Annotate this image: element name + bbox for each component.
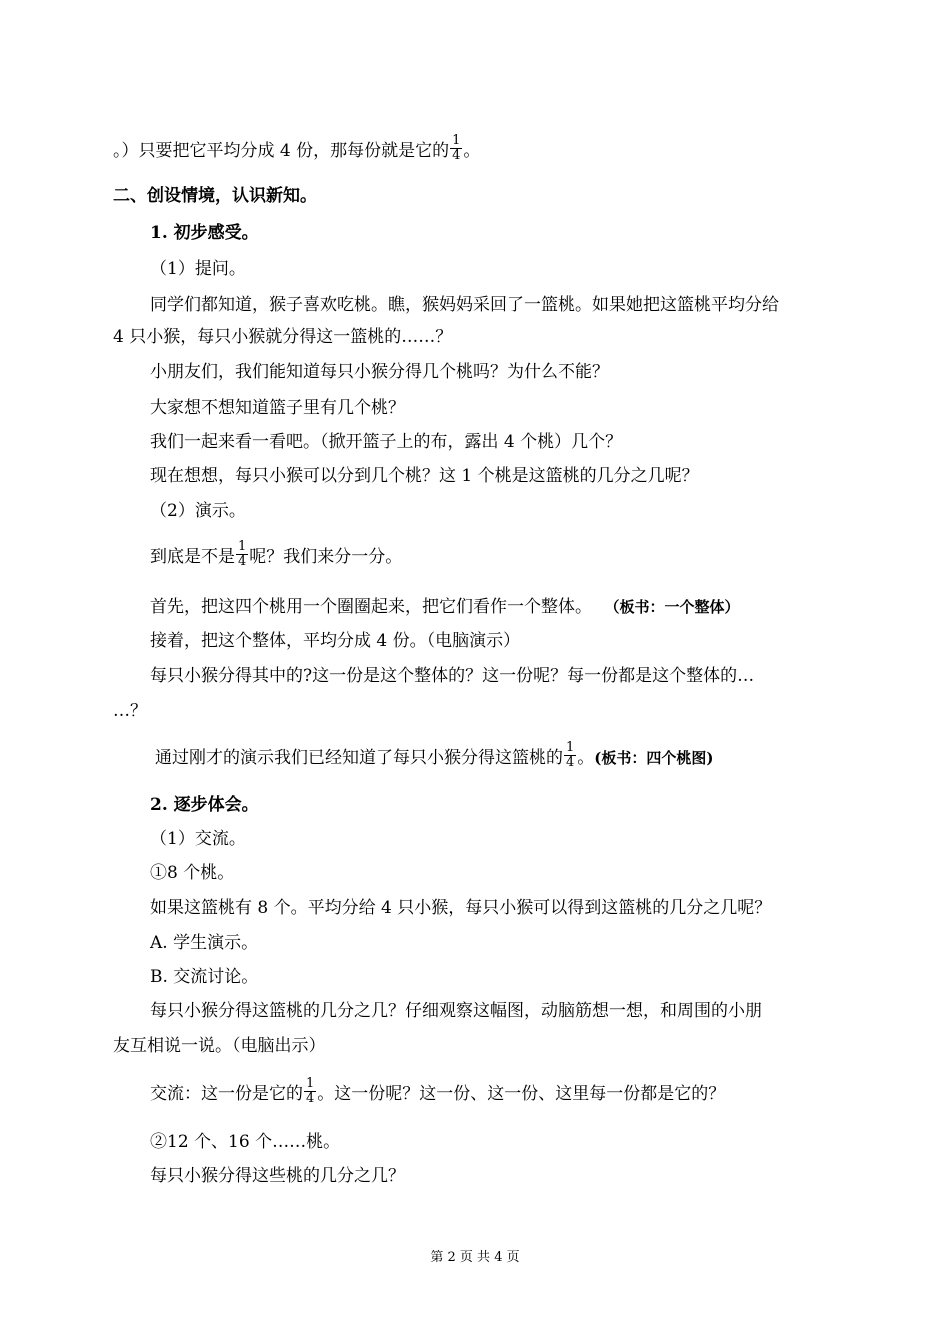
text: 。: [577, 748, 595, 768]
paragraph-line: 现在想想，每只小猴可以分到几个桃？这 1 个桃是这篮桃的几分之几呢？: [150, 466, 699, 486]
fraction-one-quarter: [236, 540, 248, 569]
paragraph-line: [155, 740, 714, 773]
denominator: 4: [566, 755, 575, 770]
paragraph-line: （1）提问。: [150, 259, 246, 279]
text: 到底是不是: [150, 547, 235, 567]
paragraph-line: 同学们都知道，猴子喜欢吃桃。瞧，猴妈妈采回了一篮桃。如果她把这篮桃平均分给: [150, 295, 779, 315]
section-heading: 二、创设情境，认识新知。: [113, 186, 317, 206]
fraction-one-quarter: [564, 741, 576, 770]
paragraph-line: 每只小猴分得这篮桃的几分之几？仔细观察这幅图，动脑筋想一想，和周围的小朋: [150, 1001, 762, 1021]
paragraph-line: 友互相说一说。（电脑出示）: [113, 1036, 326, 1056]
board-note: (板书：四个桃图): [594, 749, 714, 767]
paragraph-line: 如果这篮桃有 8 个。平均分给 4 只小猴，每只小猴可以得到这篮桃的几分之几呢？: [150, 898, 772, 918]
paragraph-line: 小朋友们，我们能知道每只小猴分得几个桃吗？为什么不能？: [150, 362, 609, 382]
text: 通过刚才的演示我们已经知道了每只小猴分得这篮桃的: [155, 748, 563, 768]
paragraph-line: B. 交流讨论。: [150, 967, 259, 987]
page-footer: 第 2 页 共 4 页: [430, 1250, 520, 1265]
numerator: 1: [306, 1076, 315, 1091]
paragraph-line: 每只小猴分得这些桃的几分之几？: [150, 1166, 405, 1186]
paragraph-line: 接着，把这个整体，平均分成 4 份。（电脑演示）: [150, 631, 521, 651]
denominator: 4: [452, 148, 461, 163]
paragraph-line: [113, 133, 481, 166]
paragraph-line: [150, 539, 403, 572]
fraction-one-quarter: [450, 134, 462, 163]
paragraph-line: 我们一起来看一看吧。（掀开篮子上的布，露出 4 个桃）几个？: [150, 432, 623, 452]
paragraph-line: 每只小猴分得其中的?这一份是这个整体的？这一份呢？每一份都是这个整体的…: [150, 666, 755, 686]
text: 。这一份呢？这一份、这一份、这里每一份都是它的？: [317, 1084, 726, 1104]
denominator: 4: [238, 554, 247, 569]
paragraph-line: …？: [113, 701, 147, 721]
denominator: 4: [306, 1091, 315, 1106]
paragraph-line: 4 只小猴，每只小猴就分得这一篮桃的……？: [113, 327, 453, 347]
paragraph-line: （1）交流。: [150, 829, 246, 849]
numerator: 1: [238, 539, 247, 554]
text: 。: [463, 141, 481, 161]
paragraph-line: ①8 个桃。: [150, 863, 235, 883]
paragraph-line: ②12 个、16 个……桃。: [150, 1132, 341, 1152]
paragraph-line: 大家想不想知道篮子里有几个桃？: [150, 398, 405, 418]
subsection-heading: 2. 逐步体会。: [150, 795, 259, 815]
board-note: （板书：一个整体）: [612, 598, 740, 616]
text: 呢？我们来分一分。: [249, 547, 403, 567]
paragraph-line: （2）演示。: [150, 501, 246, 521]
paragraph-line: A. 学生演示。: [150, 933, 259, 953]
fraction-one-quarter: [304, 1077, 316, 1106]
text: 。）只要把它平均分成 4 份，那每份就是它的: [113, 141, 450, 161]
text: 首先，把这四个桃用一个圈圈起来，把它们看作一个整体。: [150, 597, 592, 617]
text: 交流：这一份是它的: [150, 1084, 303, 1104]
numerator: 1: [452, 133, 461, 148]
paragraph-line: [150, 1076, 726, 1109]
subsection-heading: 1. 初步感受。: [150, 223, 259, 243]
numerator: 1: [566, 740, 575, 755]
paragraph-line: [150, 596, 740, 618]
